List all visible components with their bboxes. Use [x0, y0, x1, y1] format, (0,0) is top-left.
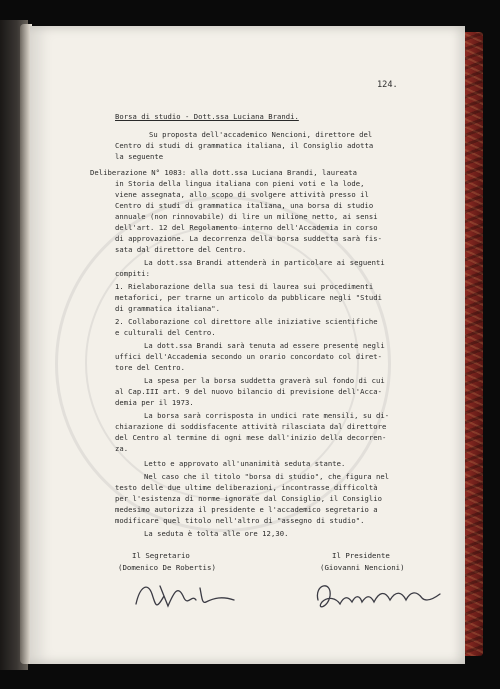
text-line: La borsa sarà corrisposta in undici rate mensili, su di-: [144, 411, 390, 420]
document-heading: Borsa di studio - Dott.ssa Luciana Brandi.: [115, 112, 299, 121]
text-line: 2. Collaborazione col direttore alle iniziative scientifiche: [115, 317, 378, 326]
text-line: demia per il 1973.: [115, 398, 194, 407]
text-line: 1. Rielaborazione della sua tesi di laurea sui procedimenti: [115, 282, 374, 291]
text-line: di grammatica italiana".: [115, 304, 221, 313]
text-line: Su proposta dell'accademico Nencioni, direttore del: [149, 130, 373, 139]
president-title: Il Presidente: [332, 551, 390, 560]
text-line: La dott.ssa Brandi attenderà in particolare ai seguenti: [144, 258, 385, 267]
text-line: del Centro al termine di ogni mese dall'inizio della decorren-: [115, 433, 387, 442]
text-line: Centro di studi di grammatica italiana, una borsa di studio: [115, 201, 374, 210]
text-line: La dott.ssa Brandi sarà tenuta ad essere presente negli: [144, 341, 385, 350]
text-line: la seguente: [115, 152, 164, 161]
text-line: Centro di studi di grammatica italiana, il Consiglio adotta: [115, 141, 374, 150]
text-line: modificare quel titolo nell'altro di "assegno di studio".: [115, 516, 365, 525]
text-line: sata dal direttore del Centro.: [115, 245, 247, 254]
page-number: 124.: [377, 80, 398, 90]
text-line: chiarazione di soddisfacente attività rilasciata dal direttore: [115, 422, 387, 431]
deliberation-line: Deliberazione N° 1083: alla dott.ssa Luciana Brandi, laureata: [90, 168, 358, 177]
text-line: e culturali del Centro.: [115, 328, 216, 337]
text-line: al Cap.III art. 9 del nuovo bilancio di previsione dell'Acca-: [115, 387, 383, 396]
text-line: tore del Centro.: [115, 363, 186, 372]
document-page: [30, 26, 465, 664]
secretary-title: Il Segretario: [132, 551, 190, 560]
text-line: uffici dell'Accademia secondo un orario concordato col diret-: [115, 352, 383, 361]
text-line: compiti:: [115, 269, 151, 278]
text-line: Letto e approvato all'unanimità seduta stante.: [144, 459, 346, 468]
president-name: (Giovanni Nencioni): [320, 563, 405, 572]
text-line: metaforici, per trarne un articolo da pubblicare negli "Studi: [115, 293, 383, 302]
text-line: La seduta è tolta alle ore 12,30.: [144, 529, 289, 538]
text-line: za.: [115, 444, 129, 453]
text-line: viene assegnata, allo scopo di svolgere attività presso il: [115, 190, 369, 199]
text-line: Nel caso che il titolo "borsa di studio", che figura nel: [144, 472, 390, 481]
text-line: in Storia della lingua italiana con pieni voti e la lode,: [115, 179, 365, 188]
text-line: La spesa per la borsa suddetta graverà sul fondo di cui: [144, 376, 385, 385]
text-line: annuale (non rinnovabile) di lire un milione netto, ai sensi: [115, 212, 378, 221]
text-line: per l'esistenza di norme ignorate dal Consiglio, il Consiglio: [115, 494, 383, 503]
secretary-signature: [130, 574, 250, 614]
text-line: dell'art. 12 del Regolamento interno dell'Accademia in corso: [115, 223, 378, 232]
president-signature: [310, 574, 450, 618]
text-line: medesimo autorizza il presidente e l'accademico segretario a: [115, 505, 378, 514]
text-line: testo delle due ultime deliberazioni, incontrasse difficoltà: [115, 483, 378, 492]
text-line: di approvazione. La decorrenza della borsa suddetta sarà fis-: [115, 234, 383, 243]
secretary-name: (Domenico De Robertis): [118, 563, 216, 572]
